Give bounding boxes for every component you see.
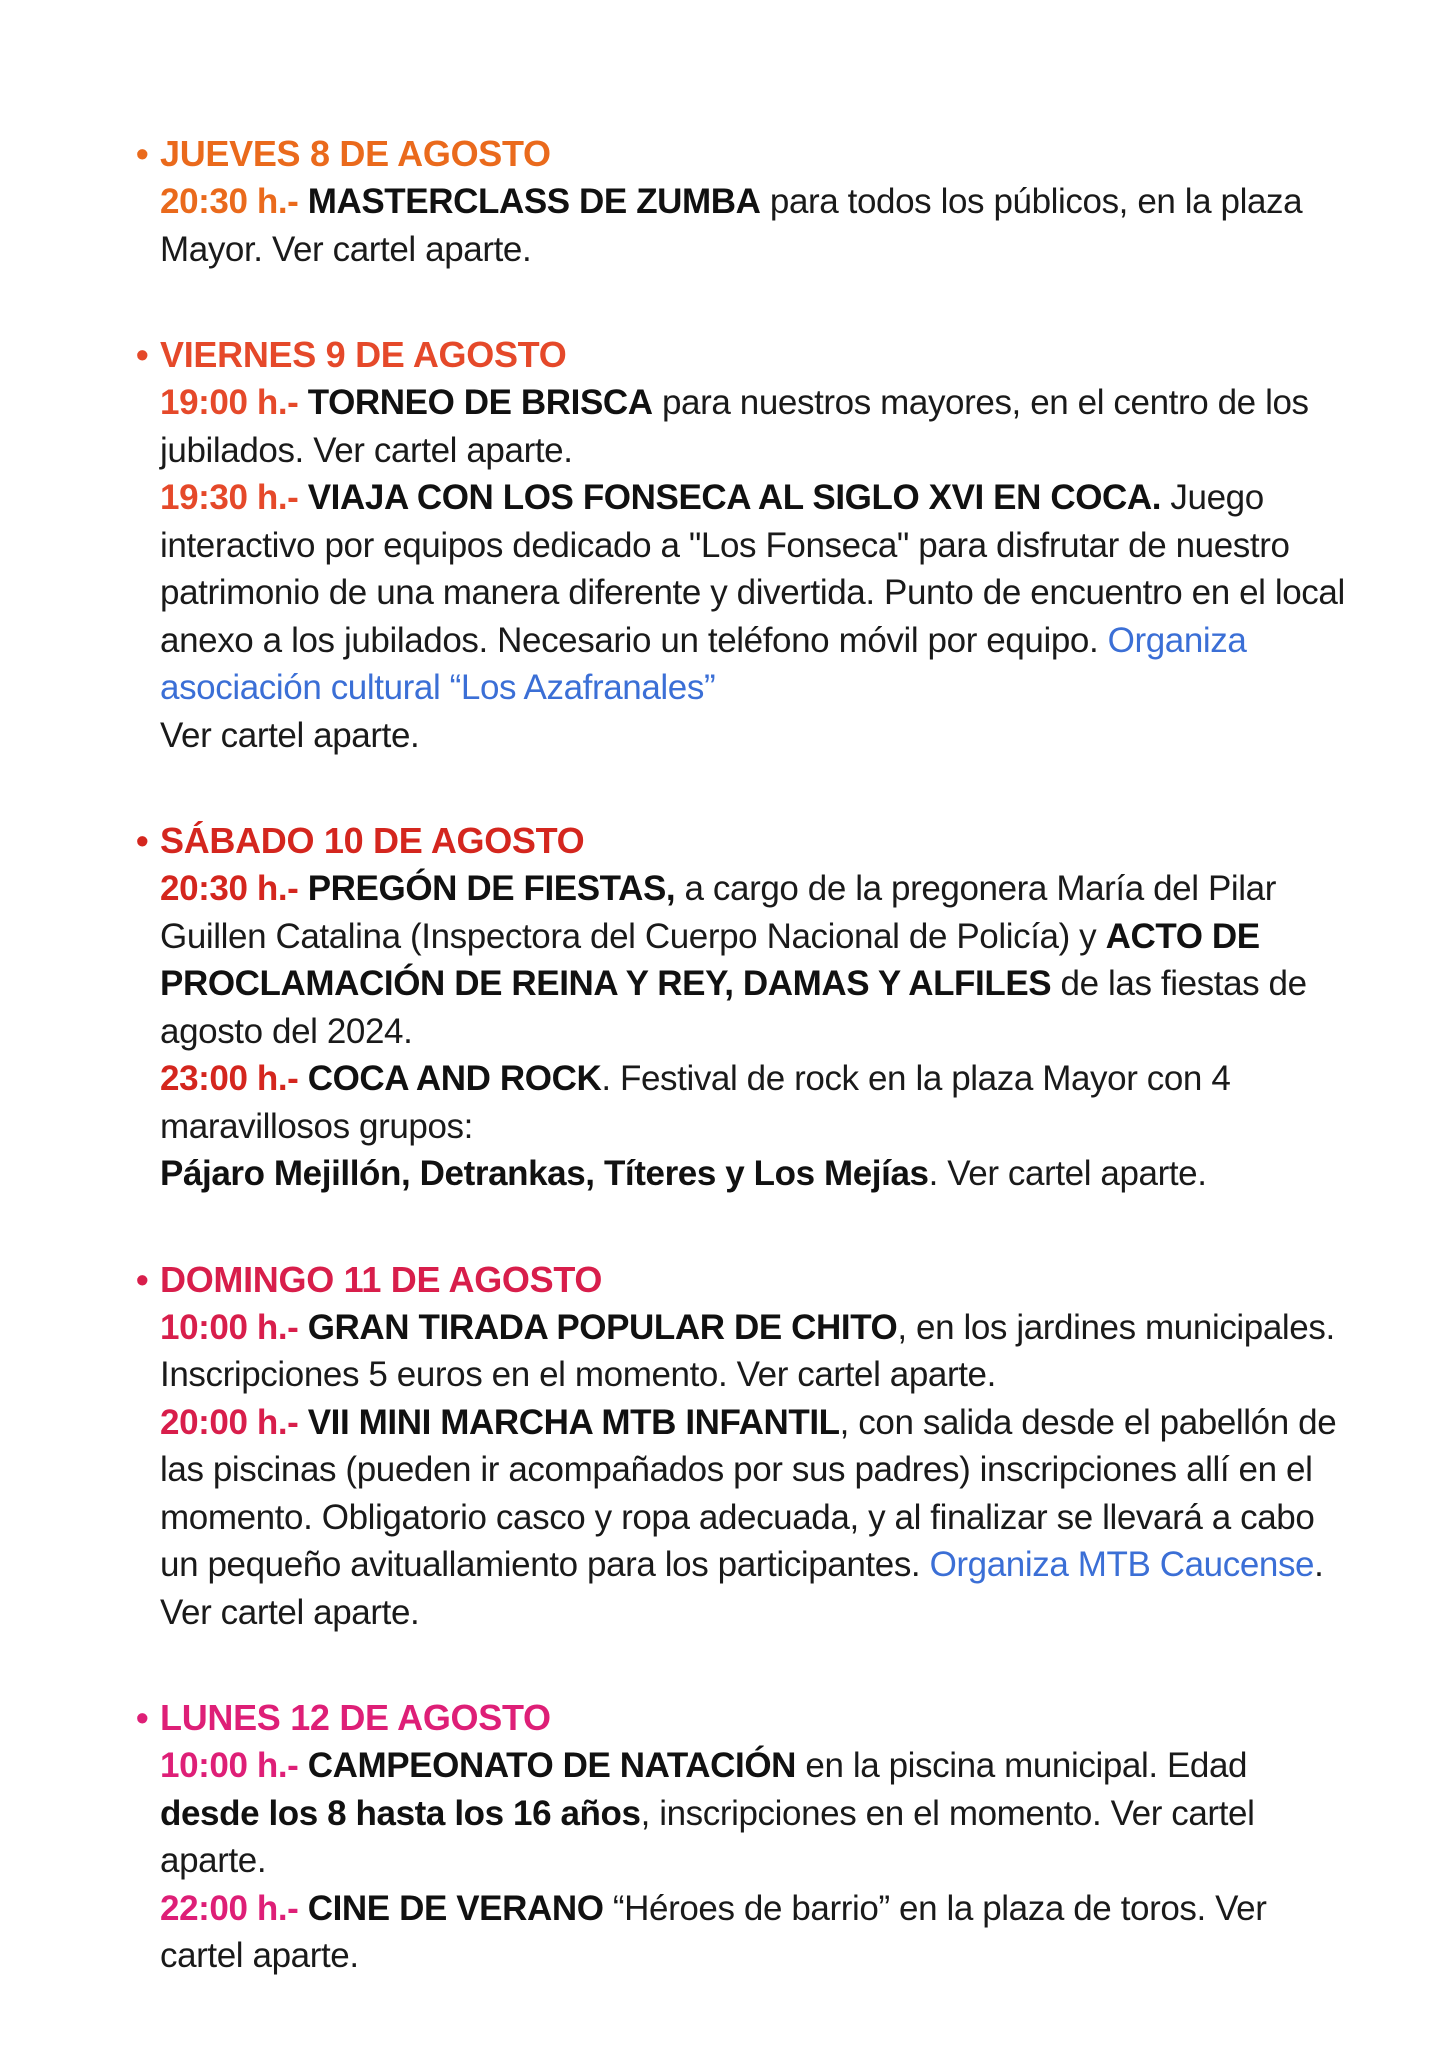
event-time: 10:00 h.- bbox=[160, 1307, 308, 1347]
event-entry bbox=[160, 178, 1348, 273]
event-entry bbox=[160, 865, 1348, 1055]
event-title: ACTO DE PROCLAMACIÓN DE REINA Y REY, DAMAS Y ALFILES bbox=[160, 916, 1260, 1003]
event-description: , inscripciones en el momento. Ver cartel aparte. bbox=[160, 1793, 1255, 1880]
event-title: CINE DE VERANO bbox=[307, 1888, 604, 1928]
bullet-icon: • bbox=[136, 334, 149, 375]
event-time: 23:00 h.- bbox=[160, 1059, 308, 1098]
event-entry bbox=[160, 1399, 1348, 1637]
day-entries bbox=[136, 379, 1348, 759]
event-entry bbox=[160, 1885, 1348, 1980]
event-title: VIAJA CON LOS FONSECA AL SIGLO XVI EN COCA. bbox=[307, 478, 1162, 517]
day-section-lunes bbox=[136, 1694, 1348, 1980]
event-time: 22:00 h.- bbox=[160, 1888, 308, 1928]
day-heading-text: VIERNES 9 DE AGOSTO bbox=[160, 334, 567, 375]
event-time: 20:30 h.- bbox=[160, 869, 308, 908]
event-time: 19:30 h.- bbox=[160, 478, 308, 517]
day-heading bbox=[136, 1694, 1348, 1742]
event-title: GRAN TIRADA POPULAR DE CHITO bbox=[307, 1307, 898, 1347]
day-heading-text: LUNES 12 DE AGOSTO bbox=[160, 1697, 551, 1738]
event-entry bbox=[160, 1304, 1348, 1399]
event-description: para todos los públicos, en la plaza Mayor. Ver cartel aparte. bbox=[160, 182, 1303, 269]
event-time: 19:00 h.- bbox=[160, 383, 308, 422]
event-entry bbox=[160, 474, 1348, 759]
day-section-jueves bbox=[136, 130, 1348, 273]
bullet-icon: • bbox=[136, 1258, 149, 1300]
event-description: en la piscina municipal. Edad bbox=[796, 1746, 1248, 1785]
event-title: COCA AND ROCK bbox=[307, 1059, 602, 1098]
event-entry bbox=[160, 379, 1348, 474]
organizer-text: Organiza asociación cultural “Los Azafranales” bbox=[160, 620, 1247, 707]
event-description: Juego interactivo por equipos dedicado a "Los Fonseca" para disfrutar de nuestro patrimonio de una manera diferente y divertida. Punto de encuentro en el local anexo a los jubilados. Necesario un teléfono móvil por equipo. bbox=[160, 478, 1345, 660]
day-section-domingo bbox=[136, 1256, 1348, 1637]
event-title: CAMPEONATO DE NATACIÓN bbox=[307, 1746, 797, 1785]
day-entries bbox=[136, 178, 1348, 273]
day-entries bbox=[136, 1304, 1348, 1637]
event-title: desde los 8 hasta los 16 años bbox=[160, 1793, 641, 1833]
bullet-icon: • bbox=[136, 133, 149, 174]
event-description: . Ver cartel aparte. bbox=[160, 1545, 1324, 1632]
day-heading bbox=[136, 1256, 1348, 1304]
event-time: 20:30 h.- bbox=[160, 182, 308, 221]
event-time: 10:00 h.- bbox=[160, 1746, 308, 1785]
event-description: para nuestros mayores, en el centro de los jubilados. Ver cartel aparte. bbox=[160, 383, 1309, 470]
event-description: de las fiestas de agosto del 2024. bbox=[160, 964, 1307, 1051]
day-section-sabado bbox=[136, 817, 1348, 1198]
event-description: . Festival de rock en la plaza Mayor con 4 maravillosos grupos: bbox=[160, 1059, 1231, 1146]
day-heading-text: JUEVES 8 DE AGOSTO bbox=[160, 133, 551, 174]
day-heading bbox=[136, 817, 1348, 865]
bullet-icon: • bbox=[136, 1697, 149, 1738]
event-entry bbox=[160, 1742, 1348, 1885]
event-description: , en los jardines municipales. Inscripciones 5 euros en el momento. Ver cartel aparte. bbox=[160, 1307, 1335, 1394]
event-title: PREGÓN DE FIESTAS, bbox=[307, 869, 676, 908]
day-heading-text: SÁBADO 10 DE AGOSTO bbox=[160, 820, 585, 861]
event-description: Ver cartel aparte. bbox=[160, 715, 420, 755]
day-entries bbox=[136, 1742, 1348, 1980]
event-time: 20:00 h.- bbox=[160, 1402, 308, 1442]
event-description: , con salida desde el pabellón de las piscinas (pueden ir acompañados por sus padres) inscripciones allí en el momento. Obligatorio casco y ropa adecuada, y al finalizar se llevará a cabo un pequeño avituallamiento para los participantes. bbox=[160, 1402, 1337, 1584]
day-section-viernes bbox=[136, 331, 1348, 759]
event-description: “Héroes de barrio” en la plaza de toros. Ver cartel aparte. bbox=[160, 1888, 1267, 1975]
day-entries bbox=[136, 865, 1348, 1198]
day-heading bbox=[136, 331, 1348, 379]
event-title: VII MINI MARCHA MTB INFANTIL bbox=[307, 1402, 840, 1442]
event-entry bbox=[160, 1055, 1348, 1198]
bullet-icon: • bbox=[136, 820, 149, 861]
organizer-text: Organiza MTB Caucense bbox=[929, 1545, 1315, 1584]
event-title: TORNEO DE BRISCA bbox=[307, 383, 653, 422]
event-title: Pájaro Mejillón, Detrankas, Títeres y Los Mejías bbox=[160, 1154, 929, 1193]
event-description: . Ver cartel aparte. bbox=[928, 1154, 1207, 1193]
event-title: MASTERCLASS DE ZUMBA bbox=[307, 182, 761, 221]
event-description: a cargo de la pregonera María del Pilar Guillen Catalina (Inspectora del Cuerpo Nacional de Policía) y bbox=[160, 869, 1276, 956]
day-heading-text: DOMINGO 11 DE AGOSTO bbox=[160, 1258, 603, 1300]
day-heading bbox=[136, 130, 1348, 178]
